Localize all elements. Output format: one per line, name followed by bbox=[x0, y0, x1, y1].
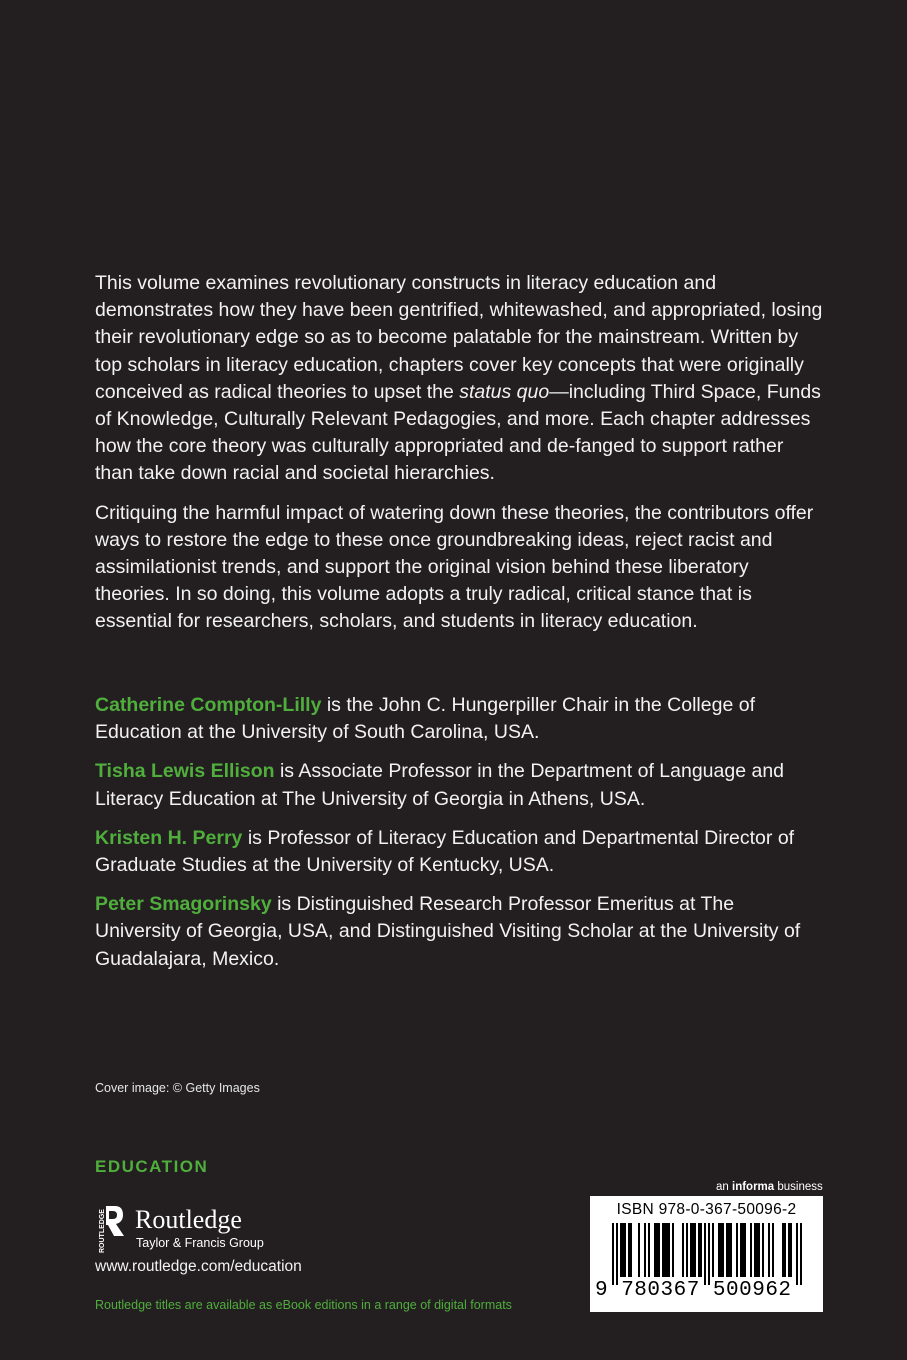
author-bio-text: is Distinguished Research Professor Emeritus at The University of Georgia, USA, and Distinguished Visiting Scholar at the University of Guadalajara, Mexico. bbox=[95, 893, 801, 970]
barcode-bar bbox=[718, 1223, 720, 1277]
barcode-bar bbox=[772, 1223, 774, 1277]
barcode-bar bbox=[754, 1223, 756, 1277]
cover-image-credit: Cover image: © Getty Images bbox=[95, 1081, 260, 1095]
barcode-bar bbox=[698, 1223, 700, 1277]
barcode-bar bbox=[756, 1223, 758, 1277]
barcode-bar bbox=[728, 1223, 730, 1277]
barcode-bar bbox=[720, 1223, 722, 1277]
barcode-bar bbox=[782, 1223, 784, 1277]
barcode-bar bbox=[668, 1223, 670, 1277]
barcode-bar bbox=[662, 1223, 664, 1277]
author-bio bbox=[95, 758, 825, 812]
barcode-bar bbox=[790, 1223, 792, 1277]
author-bios bbox=[95, 692, 825, 985]
author-bio-text: is Professor of Literacy Education and Departmental Director of Graduate Studies at the University of Kentucky, USA. bbox=[95, 826, 795, 877]
barcode-bar bbox=[736, 1223, 738, 1277]
author-bio-text: is the John C. Hungerpiller Chair in the College of Education at the University of South Carolina, USA. bbox=[95, 694, 755, 744]
barcode-bar bbox=[658, 1223, 660, 1277]
author-bio bbox=[95, 825, 825, 879]
informa-tagline: an informa business bbox=[716, 1181, 823, 1193]
publisher-name: Routledge bbox=[135, 1205, 242, 1234]
barcode-bar bbox=[742, 1223, 744, 1277]
barcode-bar bbox=[768, 1223, 770, 1277]
isbn-label: ISBN 978-0-367-50096-2 bbox=[616, 1201, 797, 1218]
author-name: Catherine Compton-Lilly bbox=[95, 694, 322, 716]
subject-category: EDUCATION bbox=[95, 1157, 209, 1176]
barcode-bar bbox=[612, 1223, 614, 1285]
barcode-bar bbox=[796, 1223, 798, 1285]
barcode-bar bbox=[726, 1223, 728, 1277]
book-description bbox=[95, 270, 825, 648]
barcode-bar bbox=[664, 1223, 666, 1277]
barcode-bar bbox=[708, 1223, 710, 1285]
barcode-bar bbox=[700, 1223, 702, 1277]
ebook-note: Routledge titles are available as eBook editions in a range of digital formats bbox=[95, 1298, 512, 1312]
author-name: Peter Smagorinsky bbox=[95, 893, 272, 916]
barcode-bar bbox=[638, 1223, 640, 1277]
barcode-bar bbox=[666, 1223, 668, 1277]
author-bio-text: is Associate Professor in the Department of Language and Literacy Education at The University of Georgia in Athens, USA. bbox=[95, 760, 785, 810]
barcode-bar bbox=[722, 1223, 724, 1277]
publisher-url[interactable]: www.routledge.com/education bbox=[95, 1258, 302, 1275]
status-quo-term: status quo bbox=[459, 380, 550, 403]
barcode-bar bbox=[648, 1223, 650, 1277]
barcode-digits: 9 780367 500962 bbox=[595, 1279, 792, 1302]
barcode-bar bbox=[654, 1223, 656, 1277]
barcode-bar bbox=[784, 1223, 786, 1277]
author-name: Tisha Lewis Ellison bbox=[95, 760, 275, 783]
barcode-bar bbox=[730, 1223, 732, 1277]
barcode-bar bbox=[740, 1223, 742, 1277]
barcode-bar bbox=[762, 1223, 764, 1277]
publisher-group: Taylor & Francis Group bbox=[136, 1236, 264, 1250]
barcode-bar bbox=[616, 1223, 618, 1285]
barcode-bar bbox=[690, 1223, 692, 1277]
barcode-bar bbox=[624, 1223, 626, 1277]
barcode-bar bbox=[692, 1223, 694, 1277]
barcode-bar bbox=[800, 1223, 802, 1285]
barcode-bar bbox=[712, 1223, 714, 1277]
barcode-bar bbox=[788, 1223, 790, 1277]
barcode-bar bbox=[682, 1223, 684, 1277]
author-bio bbox=[95, 891, 825, 973]
barcode-bar bbox=[758, 1223, 760, 1277]
barcode-bar bbox=[628, 1223, 630, 1277]
isbn-barcode bbox=[590, 1196, 823, 1312]
barcode-bar bbox=[694, 1223, 696, 1277]
barcode-bar bbox=[672, 1223, 674, 1277]
barcode-bar bbox=[630, 1223, 632, 1277]
barcode-bar bbox=[744, 1223, 746, 1277]
barcode-bars bbox=[612, 1223, 808, 1285]
description-paragraph-2: Critiquing the harmful impact of watering down these theories, the contributors offer ways to restore the edge to these once groundbreaking ideas, reject racist and assimilationist trends, and support the original vision behind these liberatory theories. In so doing, this volume adopts a truly radical, critical stance that is essential for researchers, scholars, and students in literacy education. bbox=[95, 501, 814, 633]
barcode-bar bbox=[644, 1223, 646, 1277]
barcode-bar bbox=[622, 1223, 624, 1277]
svg-text:ROUTLEDGE: ROUTLEDGE bbox=[99, 1209, 106, 1253]
description-paragraph-1: This volume examines revolutionary constructs in literacy education and demonstrates how they have been gentrified, whitewashed, and appropriated, losing their revolutionary edge so as to become palatable for the mainstream. Written by top scholars in literacy education, chapters cover key concepts that were originally conceived as radical theories to upset the status quo—including Third Space, Funds of Knowledge, Culturally Relevant Pedagogies, and more. Each chapter addresses how the core theory was culturally appropriated and de-fanged to support rather than take down racial and societal hierarchies. bbox=[95, 272, 823, 485]
barcode-bar bbox=[750, 1223, 752, 1277]
barcode-bar bbox=[686, 1223, 688, 1277]
barcode-bar bbox=[656, 1223, 658, 1277]
barcode-bar bbox=[620, 1223, 622, 1277]
author-bio bbox=[95, 692, 825, 746]
routledge-logo bbox=[95, 1202, 355, 1254]
author-name: Kristen H. Perry bbox=[95, 826, 243, 849]
routledge-mark-icon bbox=[95, 1202, 125, 1254]
barcode-bar bbox=[704, 1223, 706, 1285]
